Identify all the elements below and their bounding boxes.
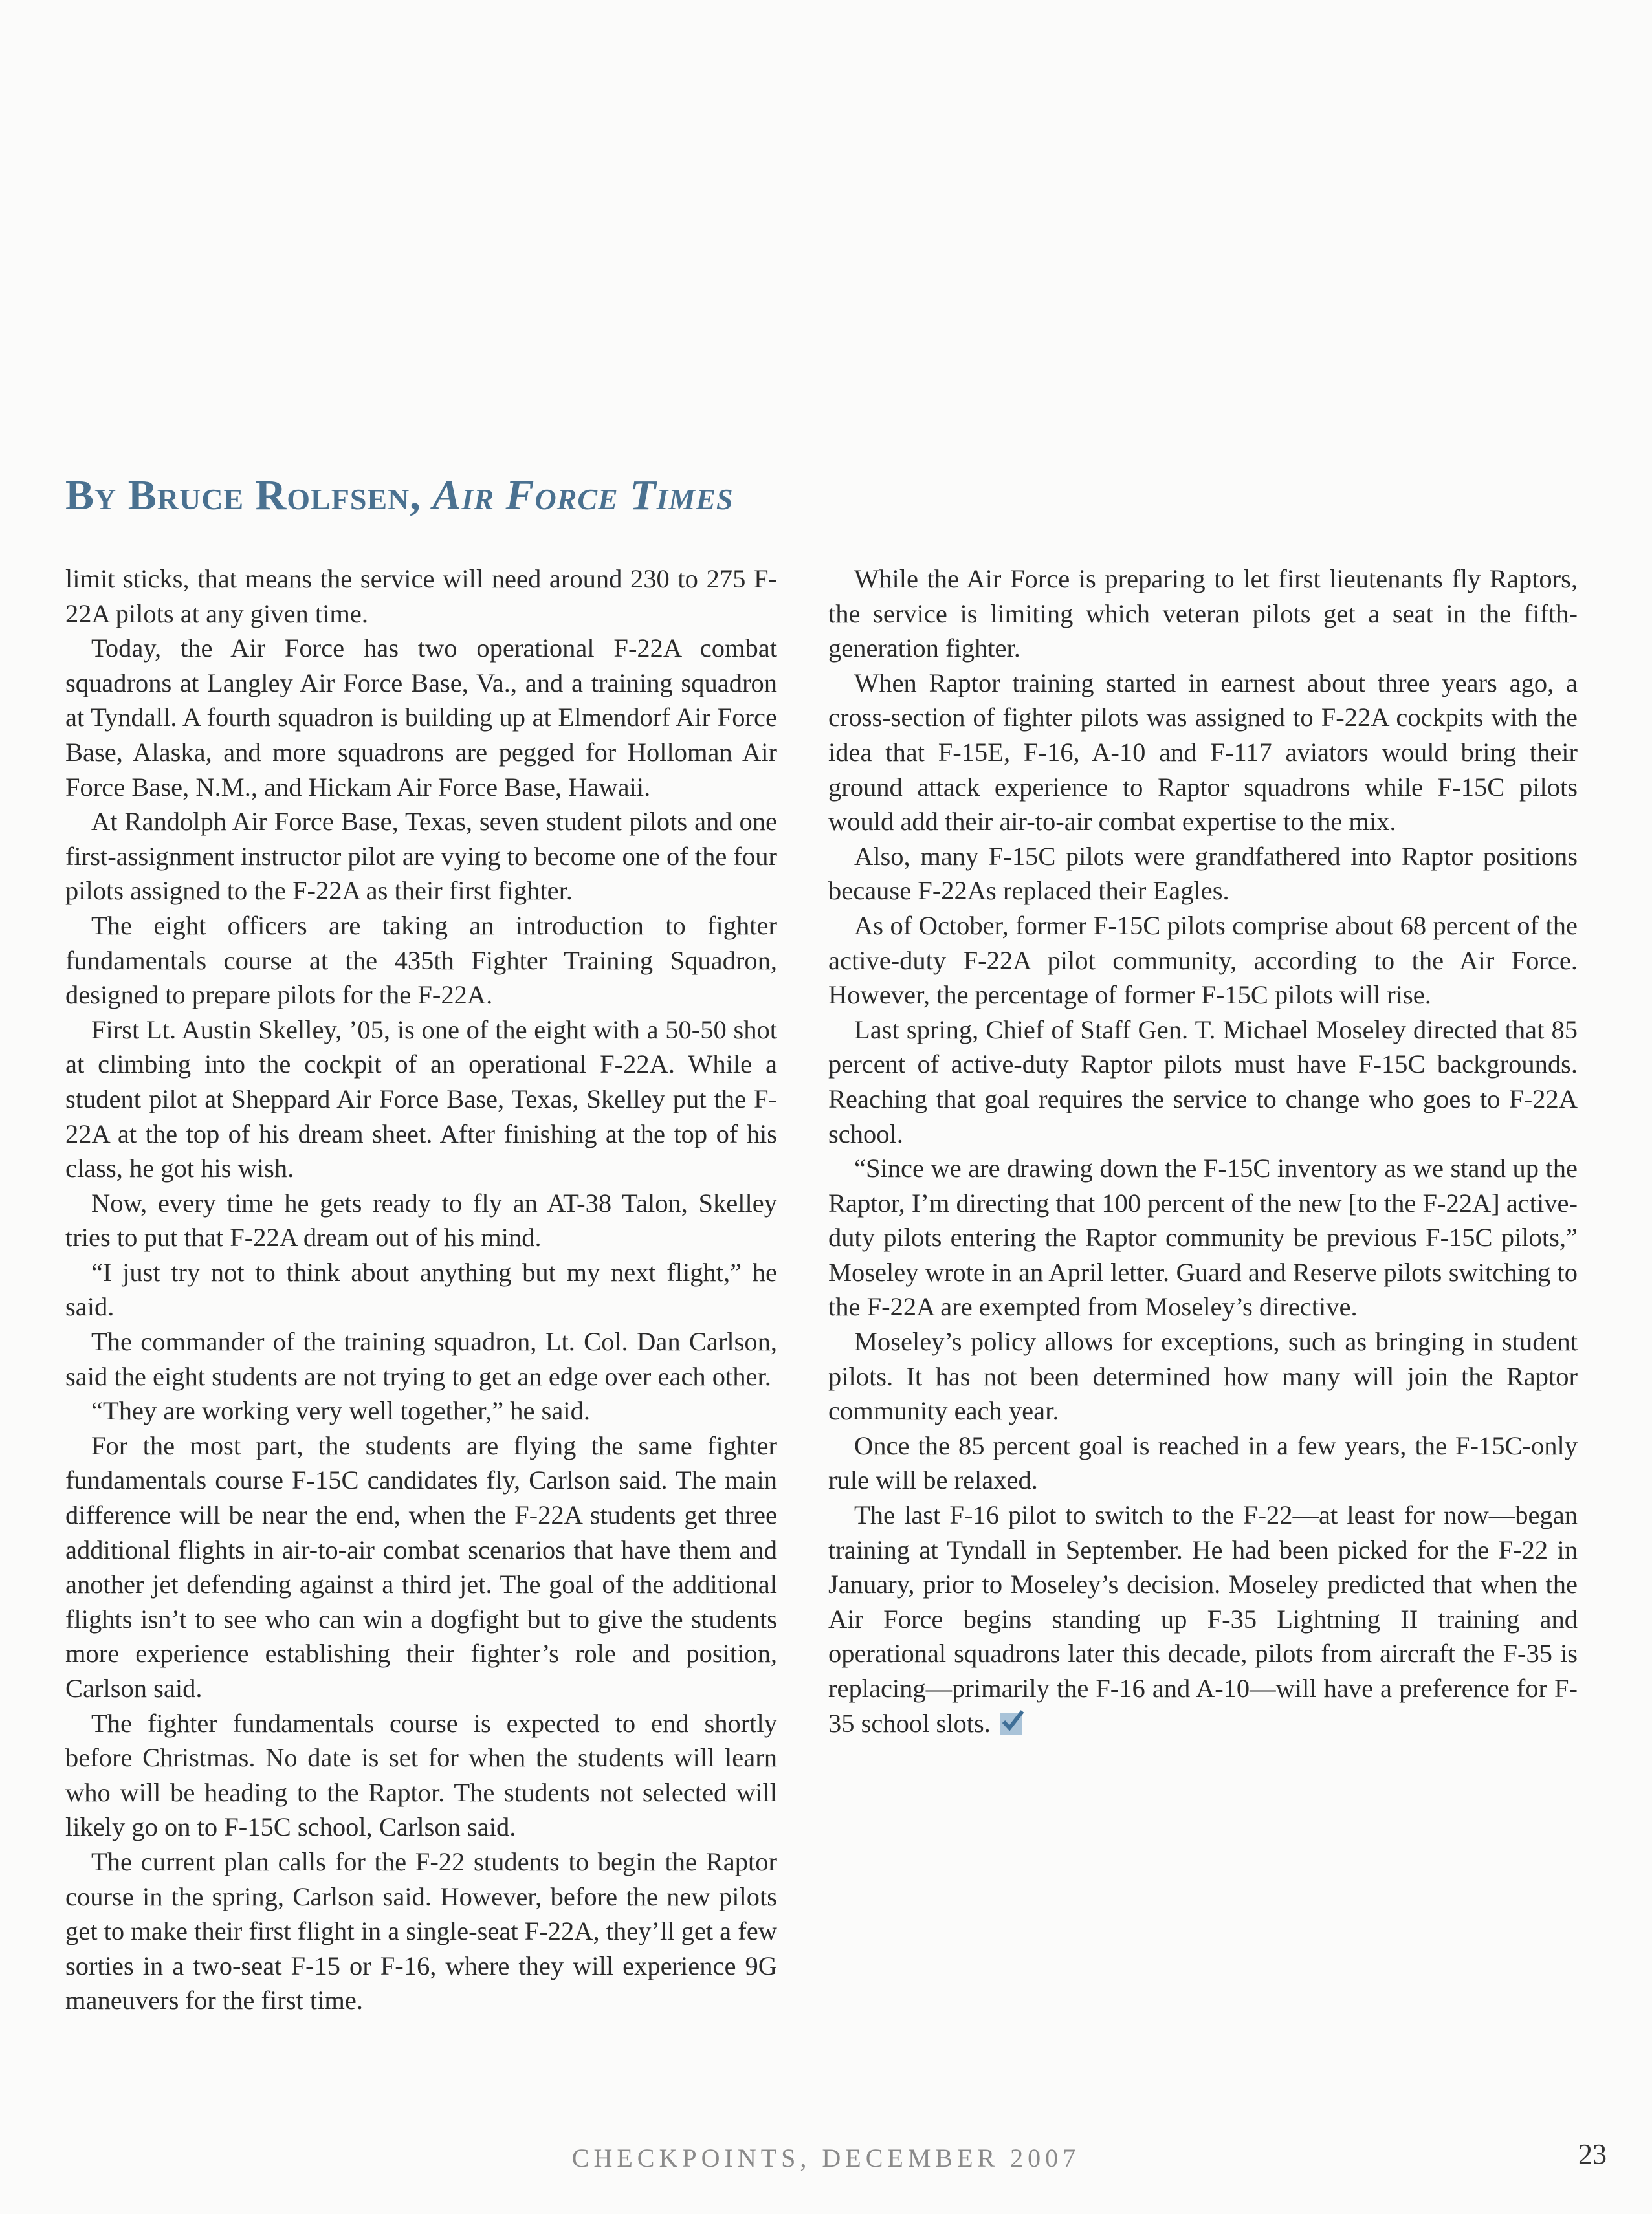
last-paragraph	[828, 1498, 1578, 1740]
paragraph: “They are working very well together,” he said.	[91, 1396, 590, 1426]
byline	[65, 471, 734, 520]
paragraph: Now, every time he gets ready to fly an AT-38 Talon, Skelley tries to put that F-22A dream out of his mind.	[65, 1188, 777, 1253]
paragraph: limit sticks, that means the service will need around 230 to 275 F-22A pilots at any given time.	[65, 564, 777, 628]
paragraph: The fighter fundamentals course is expected to end shortly before Christmas. No date is set for when the students will learn who will be heading to the Raptor. The students not selected will likely go on to F-15C school, Carlson said.	[65, 1708, 777, 1842]
left-column	[65, 562, 777, 2018]
paragraph: “I just try not to think about anything but my next flight,” he said.	[65, 1257, 777, 1322]
paragraph: The current plan calls for the F-22 students to begin the Raptor course in the spring, Carlson said. However, before the new pilots get to make their first flight in a single-seat F-22A, they’ll get a few sorties in a two-seat F-15 or F-16, where they will experience 9G maneuvers for the first time.	[65, 1847, 777, 2015]
paragraph: As of October, former F-15C pilots comprise about 68 percent of the active-duty F-22A pilot community, according to the Air Force. However, the percentage of former F-15C pilots will rise.	[828, 910, 1578, 1010]
page-number: 23	[1578, 2138, 1607, 2170]
byline-author: By Bruce Rolfsen,	[65, 472, 433, 519]
paragraph: When Raptor training started in earnest about three years ago, a cross-section of fighter pilots was assigned to F-22A cockpits with the idea that F-15E, F-16, A-10 and F-117 aviators would bring their ground attack experience to Raptor squadrons while F-15C pilots would add their air-to-air combat expertise to the mix.	[828, 668, 1578, 837]
paragraph: First Lt. Austin Skelley, ’05, is one of the eight with a 50-50 shot at climbing into the cockpit of an operational F-22A. While a student pilot at Sheppard Air Force Base, Texas, Skelley put the F-22A at the top of his dream sheet. After finishing at the top of his class, he got his wish.	[65, 1014, 777, 1183]
paragraph: Also, many F-15C pilots were grandfathered into Raptor positions because F-22As replaced their Eagles.	[828, 841, 1578, 906]
paragraph: Moseley’s policy allows for exceptions, such as bringing in student pilots. It has not been determined how many will join the Raptor community each year.	[828, 1327, 1578, 1426]
footer-publication: CHECKPOINTS, DECEMBER 2007	[571, 2143, 1081, 2173]
paragraph: Once the 85 percent goal is reached in a few years, the F-15C-only rule will be relaxed.	[828, 1430, 1578, 1495]
paragraph-text: The last F-16 pilot to switch to the F-22—at least for now—began training at Tyndall in September. He had been picked for the F-22 in January, prior to Moseley’s decision. Moseley predicted that when the Air Force begins standing up F-35 Lightning II training and operational squadrons later this decade, pilots from aircraft the F-35 is replacing—primarily the F-16 and A-10—will have a preference for F-35 school slots.	[828, 1500, 1578, 1738]
paragraph: While the Air Force is preparing to let first lieutenants fly Raptors, the service is limiting which veteran pilots get a seat in the fifth-generation fighter.	[828, 564, 1578, 663]
paragraph: At Randolph Air Force Base, Texas, seven student pilots and one first-assignment instructor pilot are vying to become one of the four pilots assigned to the F-22A as their first fighter.	[65, 807, 777, 906]
paragraph: For the most part, the students are flying the same fighter fundamentals course F-15C candidates fly, Carlson said. The main difference will be near the end, when the F-22A students get three additional flights in air-to-air combat scenarios that have them and another jet defending against a third jet. The goal of the additional flights isn’t to see who can win a dogfight but to give the students more experience establishing their fighter’s role and position, Carlson said.	[65, 1430, 777, 1703]
checkbox-check-icon	[1000, 1713, 1022, 1735]
paragraph: The eight officers are taking an introduction to fighter fundamentals course at the 435th Fighter Training Squadron, designed to prepare pilots for the F-22A.	[65, 910, 777, 1010]
paragraph: The commander of the training squadron, Lt. Col. Dan Carlson, said the eight students are not trying to get an edge over each other.	[65, 1327, 777, 1391]
paragraph: “Since we are drawing down the F-15C inventory as we stand up the Raptor, I’m directing that 100 percent of the new [to the F-22A] active-duty pilots entering the Raptor community be previous F-15C pilots,” Moseley wrote in an April letter. Guard and Reserve pilots switching to the F-22A are exempted from Moseley’s directive.	[828, 1154, 1578, 1322]
right-column	[828, 562, 1578, 1740]
paragraph: Last spring, Chief of Staff Gen. T. Michael Moseley directed that 85 percent of active-duty Raptor pilots must have F-15C backgrounds. Reaching that goal requires the service to change who goes to F-22A school.	[828, 1014, 1578, 1148]
byline-publication: Air Force Times	[432, 472, 734, 519]
paragraph: Today, the Air Force has two operational F-22A combat squadrons at Langley Air Force Base, Va., and a training squadron at Tyndall. A fourth squadron is building up at Elmendorf Air Force Base, Alaska, and more squadrons are pegged for Holloman Air Force Base, N.M., and Hickam Air Force Base, Hawaii.	[65, 633, 777, 802]
